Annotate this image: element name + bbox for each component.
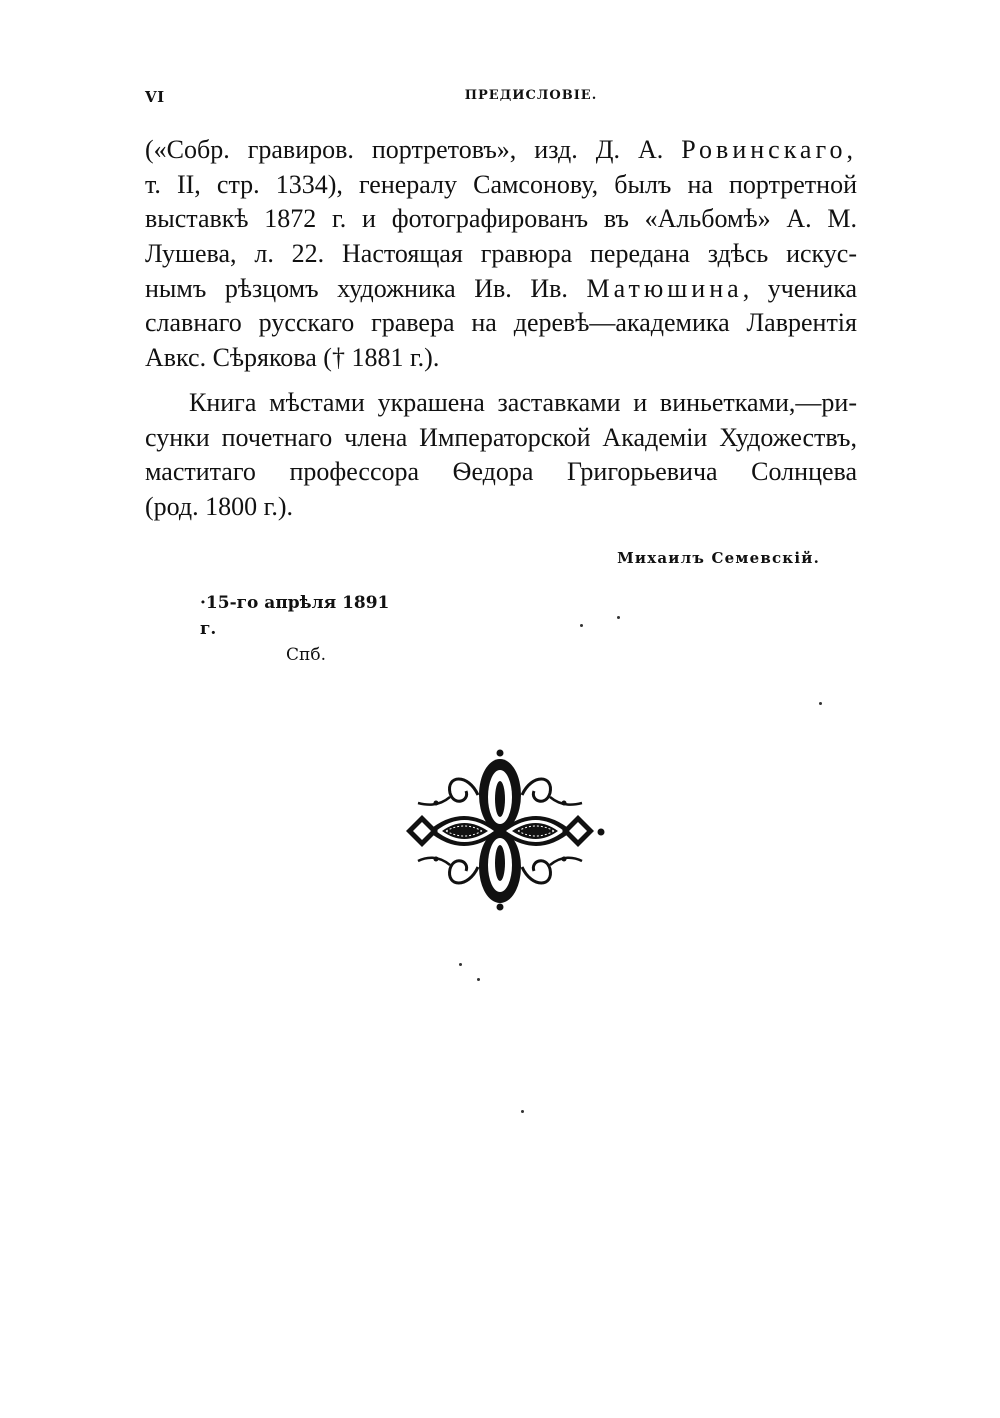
text-line: т. II, стр. 1334), генералу Самсонову, былъ на портретной [145,169,857,199]
text-line: (род. 1800 г.). [145,491,294,521]
print-speck [617,616,620,619]
text-line: Авкс. Сѣрякова († 1881 г.). [145,343,440,373]
body-text [145,133,857,525]
text-segment: , ученика [742,273,857,303]
text-line: сунки почетнаго члена Императорской Академіи Художествъ, [145,422,857,452]
text-line: Лушева, л. 22. Настоящая гравюра передана здѣсь искус- [145,239,857,269]
text-line: Книга мѣстами украшена заставками и виньетками,—ри- [189,387,857,417]
author-signature: Михаилъ Семевскій. [617,549,820,567]
text-segment: нымъ рѣзцомъ художника Ив. Ив. [145,273,587,303]
paragraph-1 [145,133,857,376]
page-number: VI [145,88,165,106]
print-speck [819,702,822,705]
date: ·15-го апрѣля 1891 г. [200,593,390,639]
paragraph-2 [145,386,857,525]
text-line: славнаго русскаго гравера на деревѣ—академика Лаврентія [145,308,857,338]
text-line [145,272,857,307]
print-speck [477,978,480,981]
print-speck [459,963,462,966]
print-speck [521,1110,524,1113]
spaced-name: Матюшина [586,273,743,303]
print-speck [580,624,583,627]
running-title: ПРЕДИСЛОВІЕ. [464,88,598,103]
running-head [145,88,857,112]
place: Спб. [286,645,326,665]
paragraph-gap [145,376,857,386]
text-line: выставкѣ 1872 г. и фотографированъ въ «Альбомѣ» А. М. [145,204,857,234]
vignette-ornament-icon [398,745,608,915]
text-line [145,133,857,168]
text-segment: («Собр. гравиров. портретовъ», изд. Д. А. [145,135,682,164]
spaced-name: Ровинскаго, [681,135,857,164]
dateline [200,590,400,668]
text-line: маститаго профессора Ѳедора Григорьевича Солнцева [145,457,857,487]
